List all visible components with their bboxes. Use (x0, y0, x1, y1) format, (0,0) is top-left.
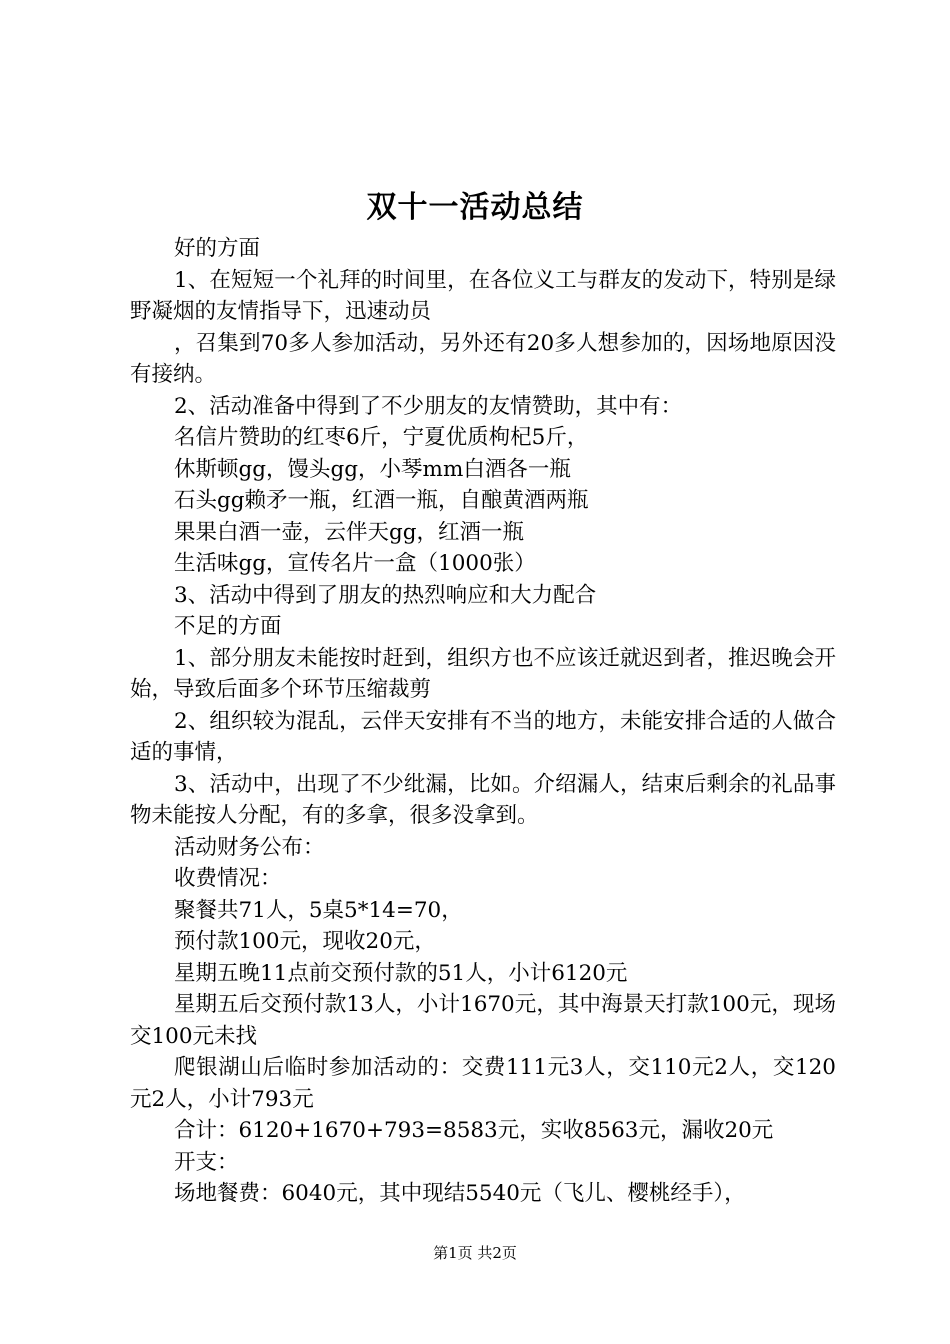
paragraph: 开支： (174, 1149, 239, 1175)
paragraph: 石头gg赖矛一瓶，红酒一瓶，自酿黄酒两瓶 (174, 488, 589, 513)
document-body (130, 233, 836, 1210)
paragraph: 场地餐费：6040元，其中现结5540元（飞儿、樱桃经手）， (174, 1181, 746, 1206)
paragraph: 名信片赞助的红枣6斤，宁夏优质枸杞5斤， (174, 425, 589, 450)
paragraph: 合计：6120+1670+793=8583元，实收8563元，漏收20元 (174, 1118, 774, 1143)
paragraph: 聚餐共71人，5桌5*14=70， (174, 897, 463, 923)
paragraph: 果果白酒一壶，云伴天gg，红酒一瓶 (174, 519, 525, 545)
paragraph: 3、活动中，出现了不少纰漏，比如。介绍漏人，结束后剩余的礼品事物未能按人分配，有的多拿，很多没拿到。 (130, 771, 836, 828)
paragraph: 不足的方面 (174, 614, 282, 639)
paragraph: 收费情况： (174, 866, 282, 891)
paragraph: 活动财务公布： (174, 834, 325, 860)
paragraph: 生活味gg，宣传名片一盒（1000张） (174, 551, 536, 576)
paragraph: 休斯顿gg，馒头gg，小琴mm白酒各一瓶 (174, 456, 571, 482)
document-title: 双十一活动总结 (366, 190, 584, 225)
paragraph: 星期五后交预付款13人，小计1670元，其中海景天打款100元，现场交100元未找 (130, 992, 836, 1049)
paragraph: 预付款100元，现收20元， (174, 929, 436, 954)
paragraph: 2、活动准备中得到了不少朋友的友情赞助，其中有： (174, 393, 683, 419)
paragraph: 好的方面 (174, 236, 261, 261)
paragraph: 星期五晚11点前交预付款的51人，小计6120元 (174, 960, 628, 986)
page-footer: 第1页 共2页 (433, 1244, 517, 1262)
paragraph: 3、活动中得到了朋友的热烈响应和大力配合 (174, 582, 597, 608)
paragraph: 2、组织较为混乱，云伴天安排有不当的地方，未能安排合适的人做合适的事情， (130, 708, 836, 765)
paragraph: 1、在短短一个礼拜的时间里，在各位义工与群友的发动下，特别是绿野凝烟的友情指导下，迅速动员 (130, 267, 836, 324)
paragraph: 爬银湖山后临时参加活动的：交费111元3人，交110元2人，交120元2人，小计793元 (130, 1055, 836, 1112)
paragraph: ，召集到70多人参加活动，另外还有20多人想参加的，因场地原因没有接纳。 (130, 330, 836, 387)
paragraph: 1、部分朋友未能按时赶到，组织方也不应该迁就迟到者，推迟晚会开始，导致后面多个环节压缩裁剪 (130, 645, 836, 702)
